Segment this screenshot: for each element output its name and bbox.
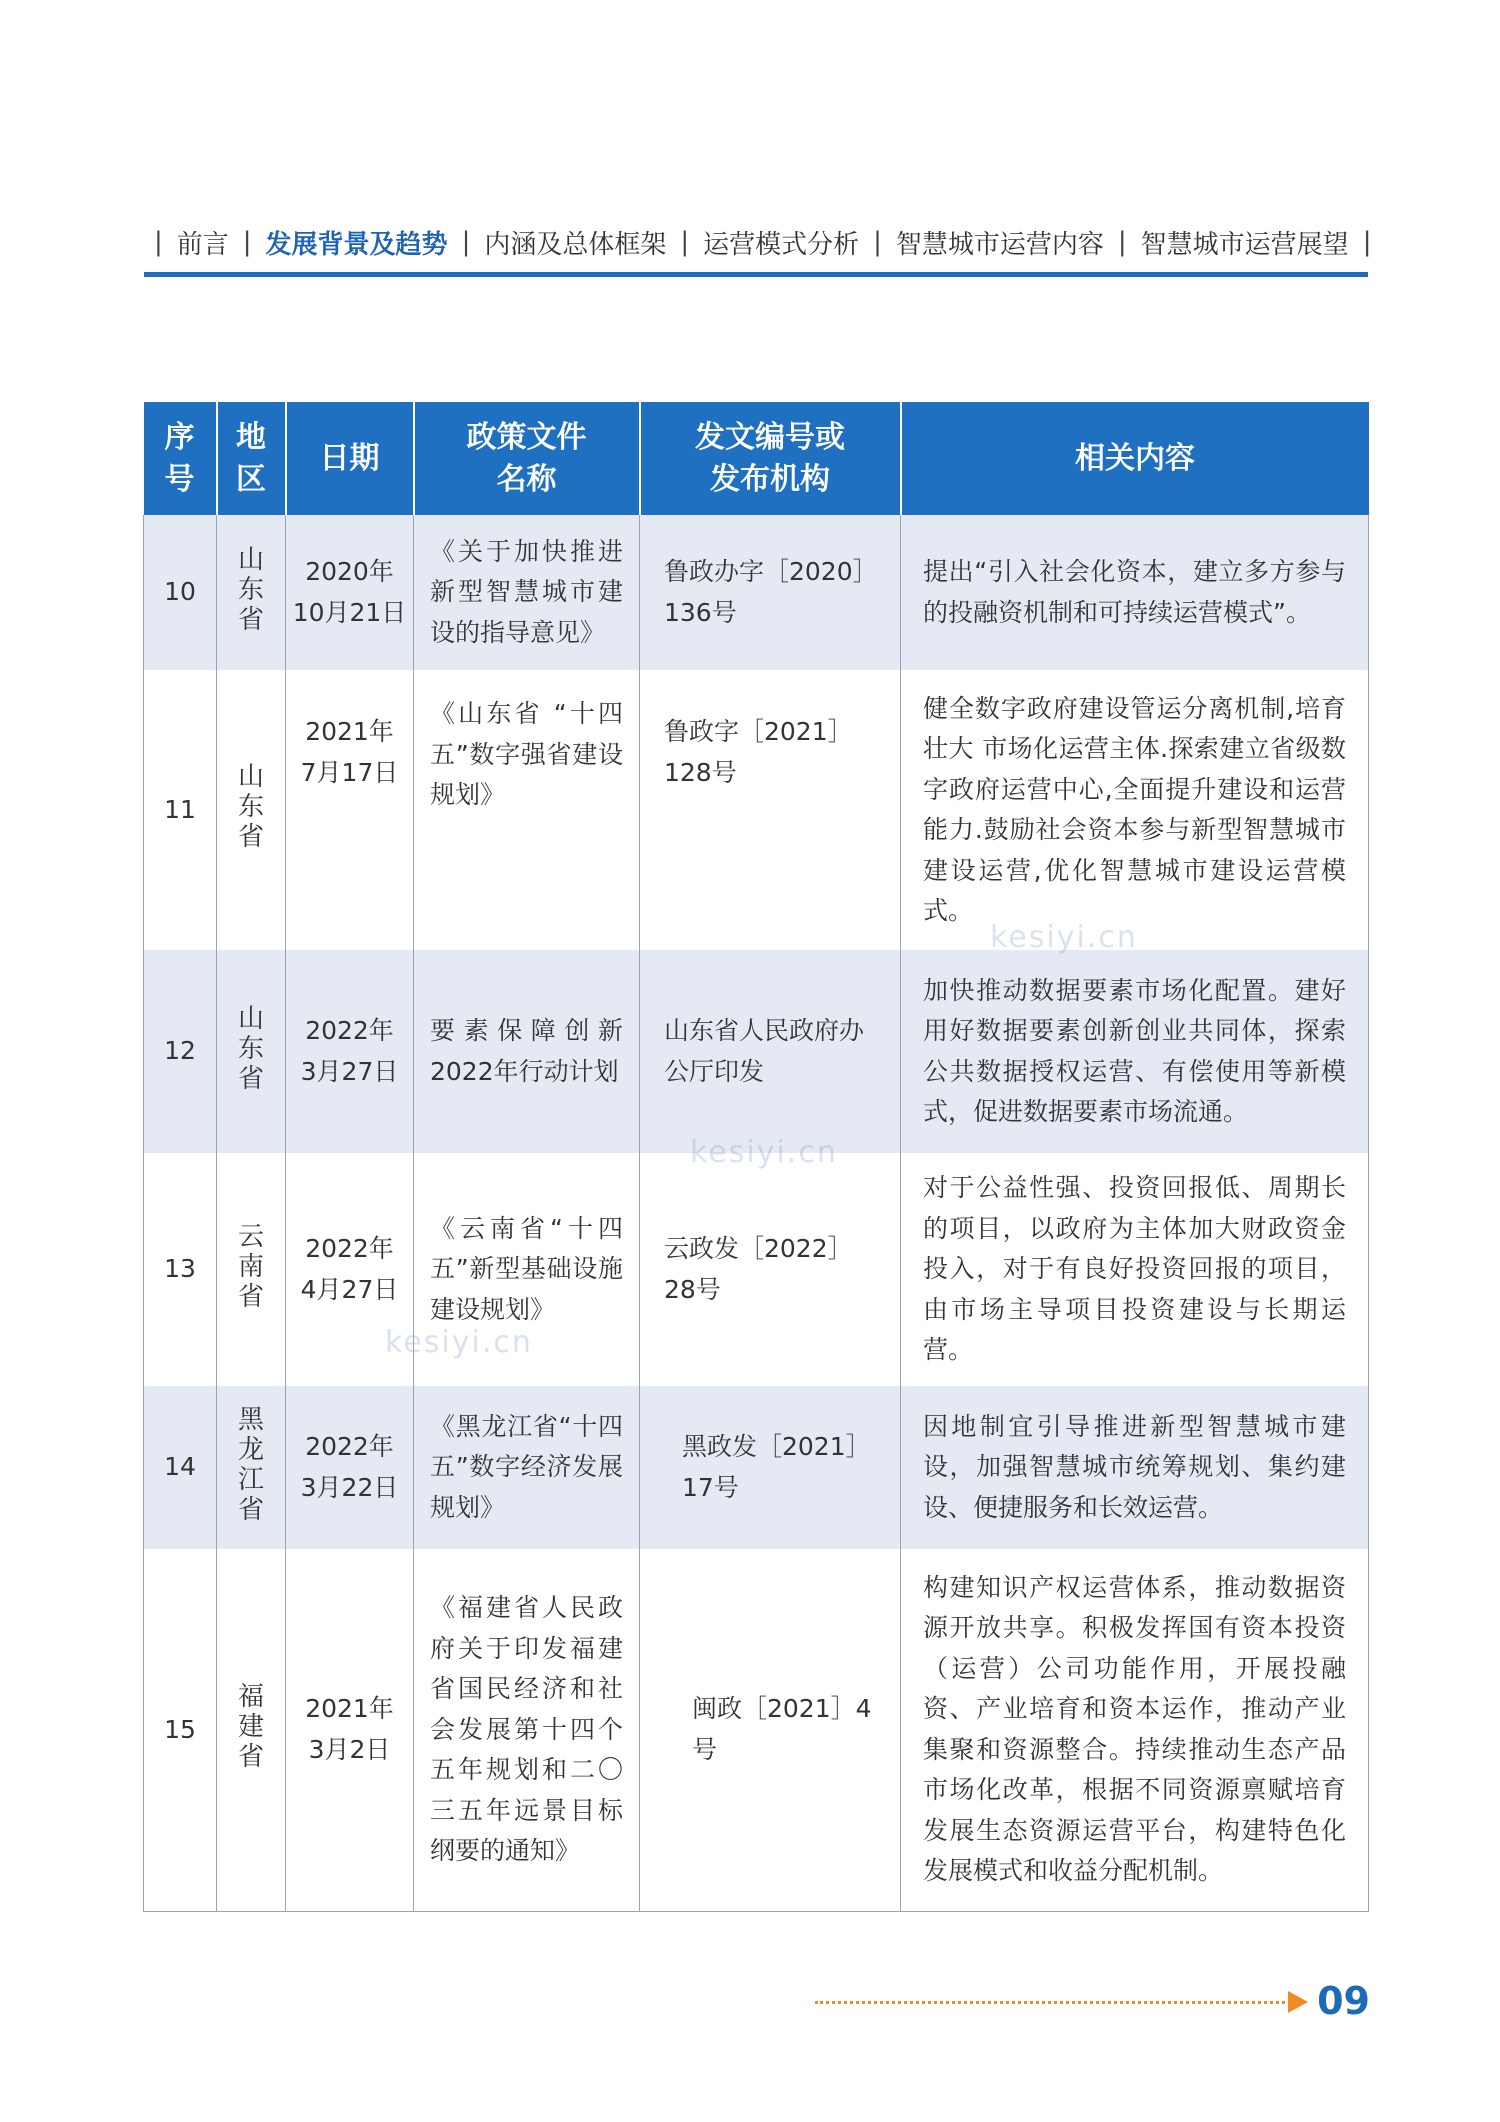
nav-separator: | — [154, 227, 163, 257]
cell-no: 13 — [144, 1153, 217, 1386]
cell-policy-name: 《黑龙江省“十四五”数字经济发展规划》 — [414, 1386, 640, 1549]
cell-policy-name: 《山东省 “十四五”数字强省建设规划》 — [414, 670, 640, 950]
cell-region: 山东省 — [217, 515, 286, 670]
nav-separator: | — [1362, 227, 1372, 257]
table-row — [144, 950, 1369, 1153]
nav-item-preface[interactable]: 前言 — [176, 229, 229, 260]
header-date: 日期 — [286, 402, 414, 515]
cell-content: 健全数字政府建设管运分离机制,培育壮大 市场化运营主体.探索建立省级数字政府运营中心,全面提升建设和运营能力.鼓励社会资本参与新型智慧城市建设运营,优化智慧城市建设运营模式。 — [901, 670, 1369, 950]
table-header-row — [144, 402, 1369, 515]
table-row — [144, 515, 1369, 670]
cell-date: 2022年 4月27日 — [286, 1153, 414, 1386]
header-content: 相关内容 — [901, 402, 1369, 515]
cell-date: 2021年 7月17日 — [286, 670, 414, 950]
nav-separator: | — [461, 227, 471, 257]
cell-content: 构建知识产权运营体系，推动数据资源开放共享。积极发挥国有资本投资（运营）公司功能作用，开展投融资、产业培育和资本运作，推动产业集聚和资源整合。持续推动生态产品市场化改革，根据不同资源禀赋培育发展生态资源运营平台，构建特色化发展模式和收益分配机制。 — [901, 1549, 1369, 1911]
cell-content: 提出“引入社会化资本，建立多方参与的投融资机制和可持续运营模式”。 — [901, 515, 1369, 670]
header-region: 地区 — [217, 402, 286, 515]
nav-item-operation-content[interactable]: 智慧城市运营内容 — [895, 229, 1104, 260]
nav-item-framework[interactable]: 内涵及总体框架 — [484, 229, 667, 260]
cell-no: 10 — [144, 515, 217, 670]
cell-date: 2022年 3月22日 — [286, 1386, 414, 1549]
cell-doc-code: 鲁政办字［2020］136号 — [640, 515, 901, 670]
cell-policy-name: 要素保障创新2022年行动计划 — [414, 950, 640, 1153]
table-row — [144, 1549, 1369, 1911]
cell-no: 14 — [144, 1386, 217, 1549]
cell-doc-code: 山东省人民政府办公厅印发 — [640, 950, 901, 1153]
nav-separator: | — [242, 227, 252, 257]
section-nav — [140, 222, 1372, 262]
table-row — [144, 670, 1369, 950]
watermark: kesiyi.cn — [690, 1135, 838, 1170]
nav-item-operation-model[interactable]: 运营模式分析 — [703, 229, 860, 260]
cell-no: 11 — [144, 670, 217, 950]
cell-policy-name: 《关于加快推进新型智慧城市建设的指导意见》 — [414, 515, 640, 670]
cell-policy-name: 《云南省“十四五”新型基础设施建设规划》 — [414, 1153, 640, 1386]
cell-policy-name: 《福建省人民政府关于印发福建省国民经济和社会发展第十四个五年规划和二〇三五年远景目标纲要的通知》 — [414, 1549, 640, 1911]
cell-region: 云南省 — [217, 1153, 286, 1386]
nav-separator: | — [680, 227, 690, 257]
table-row — [144, 1153, 1369, 1386]
watermark: kesiyi.cn — [990, 920, 1138, 955]
nav-item-background[interactable]: 发展背景及趋势 — [265, 229, 448, 260]
table-row — [144, 1386, 1369, 1549]
cell-content: 加快推动数据要素市场化配置。建好用好数据要素创新创业共同体，探索公共数据授权运营、有偿使用等新模式，促进数据要素市场流通。 — [901, 950, 1369, 1153]
cell-doc-code: 黑政发［2021］17号 — [640, 1386, 901, 1549]
footer-arrow-icon — [1288, 1991, 1308, 2013]
cell-doc-code: 闽政［2021］4号 — [640, 1549, 901, 1911]
cell-doc-code: 云政发［2022］28号 — [640, 1153, 901, 1386]
nav-separator: | — [1117, 227, 1127, 257]
cell-region: 福建省 — [217, 1549, 286, 1911]
nav-underline — [144, 272, 1368, 277]
cell-no: 12 — [144, 950, 217, 1153]
nav-separator: | — [873, 227, 882, 257]
cell-content: 因地制宜引导推进新型智慧城市建设，加强智慧城市统筹规划、集约建设、便捷服务和长效运营。 — [901, 1386, 1369, 1549]
nav-item-outlook[interactable]: 智慧城市运营展望 — [1140, 229, 1349, 260]
header-no: 序号 — [144, 402, 217, 515]
policy-table — [143, 402, 1369, 1912]
cell-no: 15 — [144, 1549, 217, 1911]
cell-date: 2021年 3月2日 — [286, 1549, 414, 1911]
cell-region: 山东省 — [217, 950, 286, 1153]
header-doc-code: 发文编号或发布机构 — [640, 402, 901, 515]
footer-dotted-line — [815, 2001, 1285, 2004]
cell-region: 山东省 — [217, 670, 286, 950]
cell-region: 黑龙江省 — [217, 1386, 286, 1549]
cell-date: 2022年 3月27日 — [286, 950, 414, 1153]
cell-doc-code: 鲁政字［2021］128号 — [640, 670, 901, 950]
header-policy-name: 政策文件名称 — [414, 402, 640, 515]
cell-date: 2020年 10月21日 — [286, 515, 414, 670]
watermark: kesiyi.cn — [385, 1325, 533, 1360]
page-number: 09 — [1317, 1979, 1370, 2023]
cell-content: 对于公益性强、投资回报低、周期长的项目，以政府为主体加大财政资金投入，对于有良好投资回报的项目，由市场主导项目投资建设与长期运营。 — [901, 1153, 1369, 1386]
